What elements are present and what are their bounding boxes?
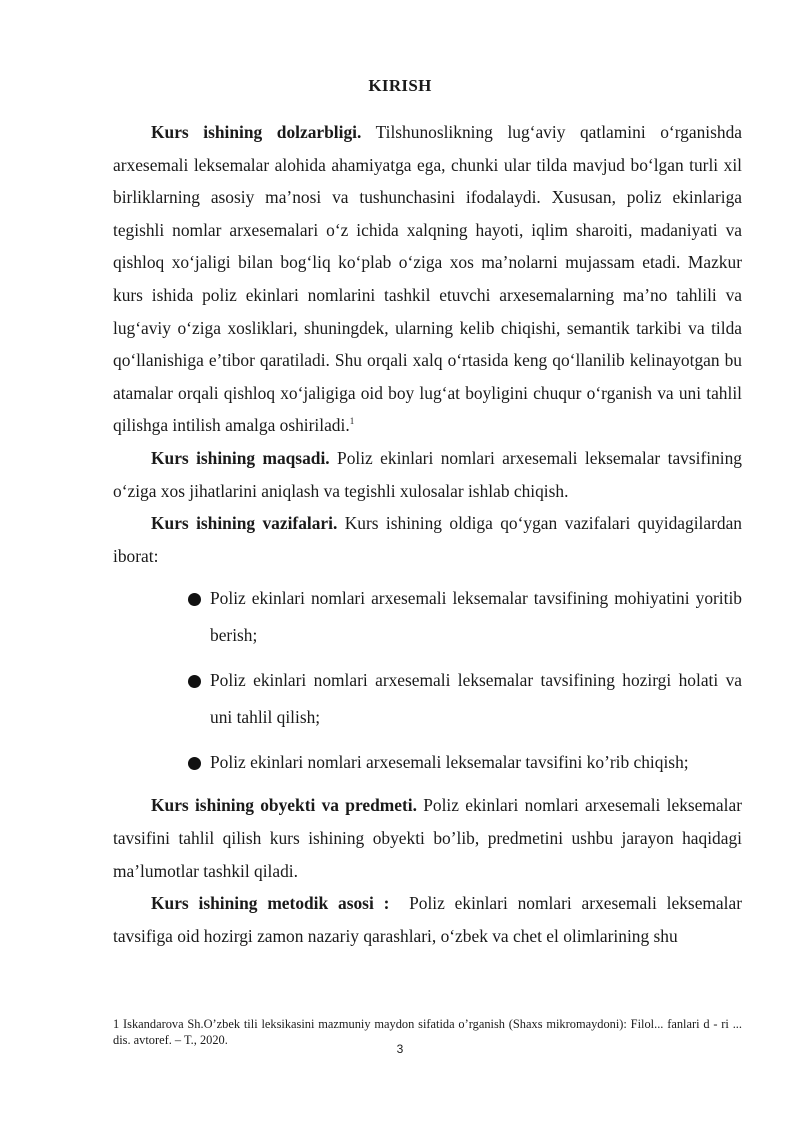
- list-item: [210, 662, 742, 736]
- paragraph-heading: Kurs ishining maqsadi.: [151, 447, 330, 468]
- bullet-icon: [188, 675, 201, 688]
- paragraph-heading: Kurs ishining vazifalari.: [151, 513, 338, 534]
- list-item-text: Poliz ekinlari nomlari arxesemali leksemalar tavsifining hozirgi holati va uni tahlil qilish;: [210, 670, 742, 728]
- page-number: 3: [396, 1042, 404, 1056]
- paragraph-heading: Kurs ishining metodik asosi :: [151, 893, 390, 914]
- page-title: KIRISH: [368, 76, 432, 95]
- paragraph-relevance: [113, 116, 742, 442]
- paragraph-text: Poliz ekinlari nomlari arxesemali leksemalar tavsifini tahlil qilish kurs ishining obyekti bo’lib, predmetini ushbu jarayon haqidagi ma’lumotlar tashkil qiladi.: [113, 795, 742, 881]
- paragraph-object-subject: [113, 789, 742, 887]
- list-item-text: Poliz ekinlari nomlari arxesemali leksemalar tavsifini ko’rib chiqish;: [210, 752, 689, 773]
- footnote-text: Iskandarova Sh.O’zbek tili leksikasini mazmuniy maydon sifatida o’rganish (Shaxs mikromaydoni): Filol... fanlari d - ri ... dis. avtoref. – T., 2020.: [113, 1017, 742, 1047]
- list-item: [210, 580, 742, 654]
- footnote-reference[interactable]: 1: [349, 416, 355, 427]
- footnote-number: 1: [113, 1017, 120, 1031]
- body-text: [113, 116, 742, 952]
- paragraph-goal: [113, 442, 742, 507]
- paragraph-text: Poliz ekinlari nomlari arxesemali leksemalar tavsifiga oid hozirgi zamon nazariy qarashlari, o‘zbek va chet el olimlarining shu: [113, 893, 742, 946]
- paragraph-text: Kurs ishining oldiga qo‘ygan vazifalari quyidagilardan iborat:: [113, 513, 742, 566]
- list-item: [210, 744, 742, 781]
- paragraph-text: Poliz ekinlari nomlari arxesemali leksemalar tavsifining o‘ziga xos jihatlarini aniqlash va tegishli xulosalar ishlab chiqish.: [113, 447, 742, 501]
- paragraph-methodology: [113, 887, 742, 952]
- paragraph-heading: Kurs ishining dolzarbligi.: [151, 122, 362, 142]
- paragraph-text: Tilshunoslikning lug‘aviy qatlamini o‘rganishda arxesemali leksemalar alohida ahamiyatga ega, chunki ular tilda mavjud bo‘lgan turli xil birliklarning asosiy ma’nosi va tushunchasini ifodalaydi. Xususan, poliz ekinlariga tegishli nomlar arxesemalari o‘z ichida xalqning hayoti, iqlim sharoiti, madaniyati va qishloq xo‘jaligi bilan bog‘liq ko‘plab o‘ziga xos ma’nolarni mujassam etadi. Mazkur kurs ishida poliz ekinlari nomlarini tashkil etuvchi arxesemalarning ma’no tahlili va lug‘aviy o‘ziga xosliklari, shuningdek, ularning kelib chiqishi, semantik tarkibi va tilda qo‘llanishiga e’tibor qaratiladi. Shu orqali xalq o‘rtasida keng qo‘llanilib kelinayotgan bu atamalar orqali qishloq xo‘jaligiga oid boy lug‘at boyligini chuqur o‘rganish va uni tahlil qilishga intilish amalga oshiriladi.: [113, 122, 742, 436]
- paragraph-tasks: [113, 507, 742, 572]
- paragraph-heading: Kurs ishining obyekti va predmeti.: [151, 795, 417, 816]
- bullet-icon: [188, 593, 201, 606]
- bullet-icon: [188, 757, 201, 770]
- list-item-text: Poliz ekinlari nomlari arxesemali leksemalar tavsifining mohiyatini yoritib berish;: [210, 588, 742, 646]
- tasks-list: [113, 580, 742, 781]
